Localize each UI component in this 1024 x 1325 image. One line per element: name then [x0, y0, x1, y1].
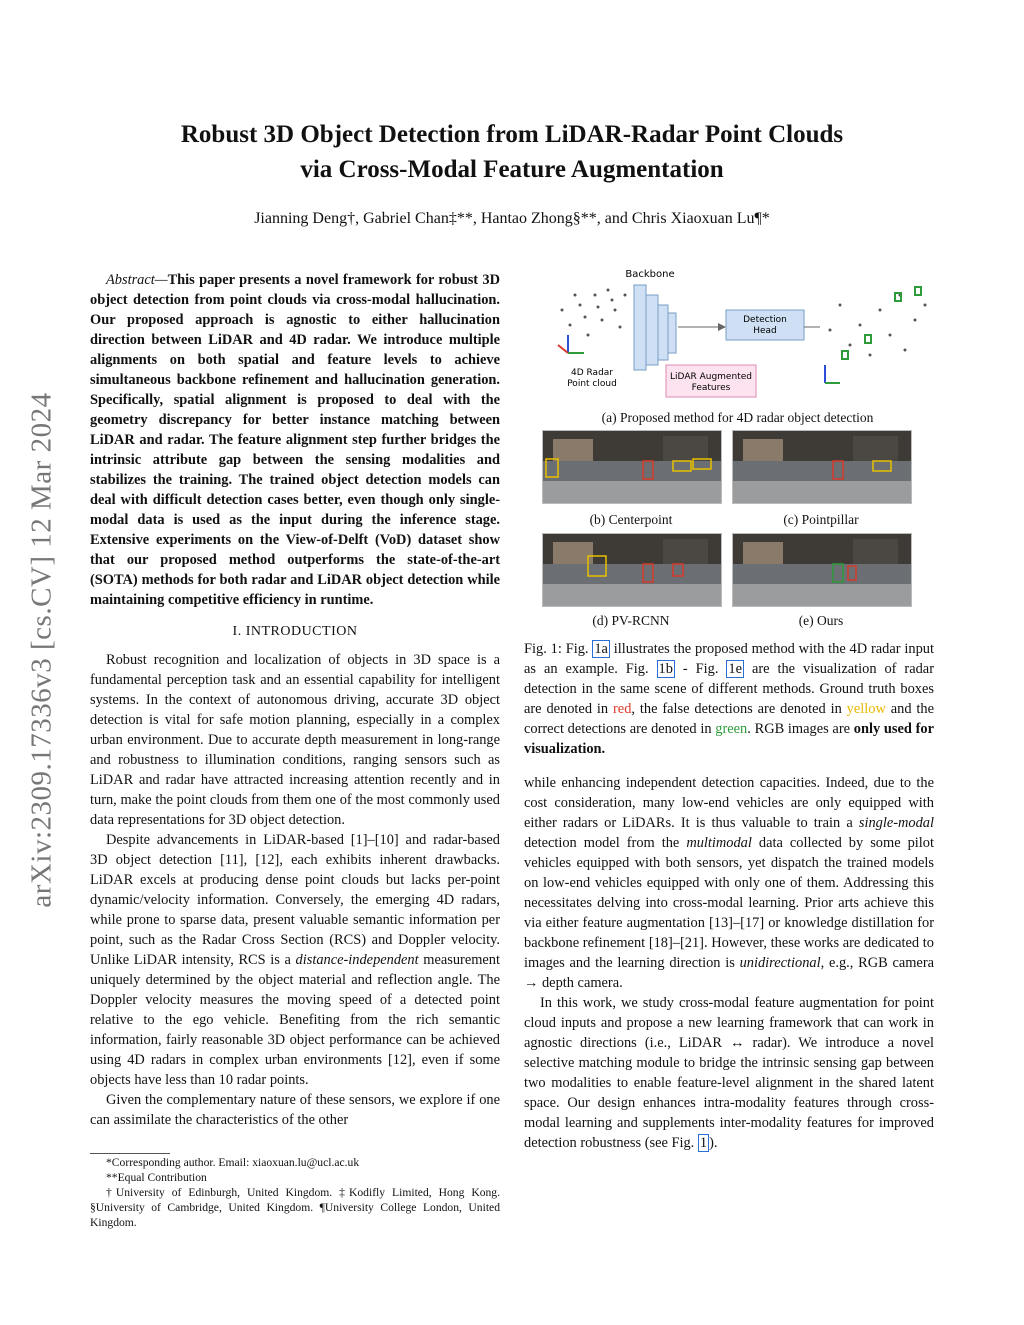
ref-fig-1[interactable]: 1 [699, 1135, 708, 1151]
method-diagram [540, 265, 935, 405]
ref-1a[interactable]: 1a [594, 641, 608, 657]
footnote-corresponding: *Corresponding author. Email: xiaoxuan.lu@ucl.ac.uk [106, 1156, 360, 1169]
scene-image-ours [732, 533, 912, 607]
scene-image-pointpillar [732, 430, 912, 504]
right-column [524, 639, 934, 1153]
arxiv-id-text: arXiv:2309.17336v3 [cs.CV] 12 Mar 2024 [25, 392, 58, 908]
arxiv-identifier [22, 350, 62, 950]
axis-icon [558, 335, 584, 353]
intro-paragraph-2: Despite advancements in LiDAR-based [1]–[10] and radar-based 3D object detection [11], [12], each exhibits inherent drawbacks. LiDAR excels at producing dense point clouds but lacks per-point dynamic/velocity information. Conversely, the emerging 4D radars, while prone to sparse data, present valuable semantic information per point, such as the Radar Cross Section (RCS) and Doppler velocity. Unlike LiDAR intensity, RCS is a distance-independent measurement uniquely determined by the object material and reflection angle. The Doppler velocity measures the moving speed of a detected point relative to the ego vehicle. Benefiting from the rich semantic information, fairly reasonable 3D object performance can be achieved using 4D radars in complex urban environments [12], even if some objects have less than 10 radar points. [90, 832, 500, 1088]
scene-image-centerpoint [542, 430, 722, 504]
caption-d: (d) PV-RCNN [592, 613, 670, 628]
intro-paragraph-1: Robust recognition and localization of objects in 3D space is a fundamental perception task and an essential capability for intelligent systems. In the context of autonomous driving, accurate 3D object detection is vital for safe motion planning, especially in a complex urban environment. Due to accurate depth measurement in long-range and robustness to illumination conditions, ranging sensors such as LiDAR and radar have attracted increasing attention recently and in turn, make the point clouds from them one of the most commonly used data representations for 3D object detection. [90, 652, 500, 828]
footnote-affiliations: †University of Edinburgh, United Kingdom. ‡Kodifly Limited, Hong Kong. §University of Cambridge, United Kingdom. ¶University College London, United Kingdom. [90, 1186, 500, 1229]
radar-points-right-icon [829, 294, 927, 357]
backbone-label: Backbone [625, 269, 675, 280]
left-column [90, 270, 500, 1130]
footnotes [90, 1155, 500, 1230]
abstract-text: This paper presents a novel framework for robust 3D object detection from point clouds via cross-modal hallucination. Our proposed approach is agnostic to either hallucination direction between LiDAR and 4D radar. We introduce multiple alignments on both spatial and feature levels to achieve simultaneous backbone refinement and hallucination generation. Specifically, spatial alignment is proposed to deal with the geometry discrepancy for better instance matching between LiDAR and radar. The feature alignment step further bridges the intrinsic attribute gap between the sensing modalities and stabilizes the training. The trained object detection models can deal with difficult detection cases better, even though only single-modal data is used as the input during the inference stage. Extensive experiments on the View-of-Delft (VoD) dataset show that our proposed method outperforms the state-of-the-art (SOTA) methods for both radar and LiDAR object detection while maintaining competitive efficiency in runtime. [90, 272, 500, 608]
detection-head-label: Detection Head [743, 315, 787, 336]
intro-paragraph-3: Given the complementary nature of these sensors, we explore if one can assimilate the characteristics of the other [90, 1092, 500, 1128]
footnote-equal: **Equal Contribution [106, 1171, 207, 1184]
ref-1b[interactable]: 1b [658, 661, 673, 677]
abstract [90, 270, 500, 610]
right-paragraph-2: In this work, we study cross-modal feature augmentation for point cloud inputs and propose a new learning framework that can work in agnostic directions (i.e., LiDAR ↔ radar). We introduce a novel selective matching module to bridge the intrinsic sensing gap between two modalities to enable feature-level alignment in the shared latent space. Our design enhances intra-modality features through cross-modal learning and supplements inter-modality features for improved detection robustness (see Fig. 1 ). [524, 995, 934, 1151]
backbone-blocks [634, 285, 676, 370]
radar-points-left-icon [561, 289, 627, 337]
radar-input-label: 4D Radar Point cloud [567, 368, 617, 389]
caption-c: (c) Pointpillar [783, 512, 859, 527]
abstract-label: Abstract— [106, 272, 168, 288]
section-heading: I. INTRODUCTION [232, 624, 358, 639]
scene-image-pvrcnn [542, 533, 722, 607]
augmented-features-label: LiDAR Augmented Features [670, 372, 752, 393]
caption-b: (b) Centerpoint [589, 512, 673, 527]
footnote-rule [90, 1153, 170, 1154]
title-line-1: Robust 3D Object Detection from LiDAR-Radar Point Clouds [180, 121, 844, 148]
figure-caption: Fig. 1: Fig. 1a illustrates the proposed method with the 4D radar input as an example. Fig. 1b - Fig. 1e are the visualization of radar detection in the same scene of different methods. Ground truth boxes are denoted in red, the false detections are denoted in yellow and the correct detections are denoted in green. RGB images are only used for visualization. [524, 641, 934, 757]
caption-e: (e) Ours [798, 613, 844, 628]
right-paragraph-1: while enhancing independent detection capacities. Indeed, due to the cost consideration, many low-end vehicles are only equipped with either radars or LiDARs. It is thus valuable to train a single-modal detection model from the multimodal data collected by some pilot vehicles equipped with both sensors, yet dispatch the trained models on low-end vehicles equipped with only one of them. Addressing this necessitates delving into cross-modal learning. Prior arts achieve this via either feature augmentation [13]–[17] or knowledge distillation for backbone refinement [18]–[21]. However, these works are dedicated to images and the learning direction is unidirectional, e.g., RGB camera → depth camera. [524, 775, 934, 991]
paper-title [90, 117, 934, 187]
author-list: Jianning Deng†, Gabriel Chan‡**, Hantao Zhong§**, and Chris Xiaoxuan Lu¶* [254, 210, 770, 227]
caption-a: (a) Proposed method for 4D radar object detection [601, 410, 874, 425]
green-detection-boxes [842, 287, 921, 359]
ref-1e[interactable]: 1e [728, 661, 742, 677]
title-line-2: via Cross-Modal Feature Augmentation [300, 156, 724, 183]
